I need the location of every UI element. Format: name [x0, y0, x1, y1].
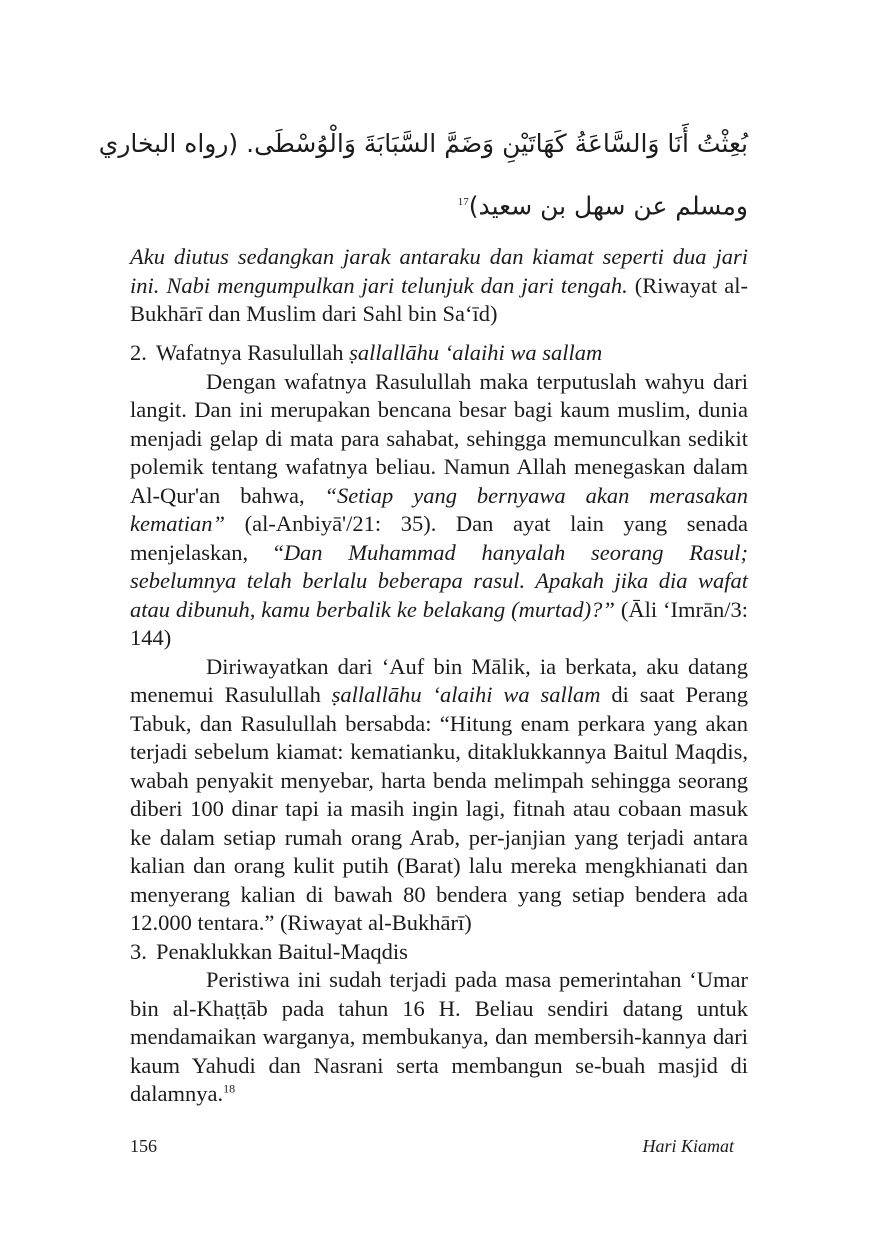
translation-citation: (Riwayat al-Bukhārī dan Muslim dari Sahl bin Sa‘īd)	[130, 272, 748, 326]
page-footer	[130, 1136, 734, 1157]
running-title: Hari Kiamat	[642, 1136, 734, 1156]
section-3-title: Penaklukkan Baitul-Maqdis	[156, 938, 408, 964]
arabic-line-2: ومسلم عن سهل بن سعيد)	[468, 191, 748, 221]
s2p1-text-3: (Āli ‘Imrān/3: 144)	[130, 596, 749, 650]
s2p2-italic-1: ṣallallāhu ‘alaihi wa sallam	[331, 682, 601, 707]
section-3-paragraph-1	[130, 966, 748, 1109]
section-2-paragraph-1	[130, 368, 748, 653]
s2p1-quote-2: Dan Muhammad hanyalah seorang Rasul; sebelumnya telah berlalu beberapa rasul. Apakah jika dia wafat atau dibunuh, kamu berbalik ke belakang (murtad)?”	[130, 539, 748, 622]
main-body	[130, 339, 748, 1109]
translation-italic: Aku diutus sedangkan jarak antaraku dan kiamat seperti dua jari ini. Nabi mengumpulkan jari telunjuk dan jari tengah.	[130, 244, 748, 298]
hadith-translation	[130, 243, 748, 329]
section-2-number: 2.	[130, 340, 147, 365]
section-2-paragraph-2	[130, 653, 748, 938]
s3p1-text: Peristiwa ini sudah terjadi pada masa pemerintahan ‘Umar bin al-Khaṭṭāb pada tahun 16 H. Beliau sendiri datang untuk mendamaikan warganya, membukanya, dan membersih-kannya dari kaum Yahudi dan Nasrani serta membangun se-buah masjid di dalamnya.	[130, 967, 748, 1106]
section-2-heading	[130, 339, 748, 368]
arabic-line-2-wrap	[130, 173, 748, 235]
section-3-number: 3.	[130, 938, 147, 964]
footnote-ref-17: 17	[457, 196, 469, 208]
section-2-title: Wafatnya Rasulullah	[156, 340, 350, 365]
section-3-heading	[130, 938, 748, 967]
s2p1-text-1: Dengan wafatnya Rasulullah maka terputuslah wahyu dari langit. Dan ini merupakan bencana besar bagi kaum muslim, dunia menjadi gelap di mata para sahabat, sehingga memunculkan sedikit polemik tentang wafatnya beliau. Namun Allah menegaskan dalam Al-Qur'an bahwa,	[130, 368, 748, 508]
arabic-line-1: بُعِثْتُ أَنَا وَالسَّاعَةُ كَهَاتَيْنِ وَضَمَّ السَّبَابَةَ وَالْوُسْطَى. (رواه البخاري	[98, 129, 748, 158]
footnote-ref-18: 18	[223, 1081, 236, 1096]
s2p2-text-1: Diriwayatkan dari ‘Auf bin Mālik, ia berkata, aku datang menemui Rasulullah	[130, 653, 748, 707]
section-2-title-italic: ṣallallāhu ‘alaihi wa sallam	[349, 340, 603, 365]
s2p1-text-2: (al-Anbiyā'/21: 35). Dan ayat lain yang senada menjelaskan, “	[130, 511, 748, 565]
arabic-hadith	[98, 115, 748, 235]
page-number: 156	[130, 1136, 157, 1156]
s2p2-text-2: di saat Perang Tabuk, dan Rasulullah bersabda: “Hitung enam perkara yang akan terjadi sebelum kiamat: kematianku, ditaklukkannya Baitul Maqdis, wabah penyakit menyebar, harta benda melimpah sehingga seorang diberi 100 dinar tapi ia masih ingin lagi, fitnah atau cobaan masuk ke dalam setiap rumah orang Arab, per-janjian yang terjadi antara kalian dan orang kulit putih (Barat) lalu mereka mengkhianati dan menyerang kalian di bawah 80 bendera yang setiap bendera ada 12.000 tentara.” (Riwayat al-Bukhārī)	[130, 682, 749, 935]
s2p1-quote-1: “Setiap yang bernyawa akan merasakan kematian”	[130, 482, 748, 536]
